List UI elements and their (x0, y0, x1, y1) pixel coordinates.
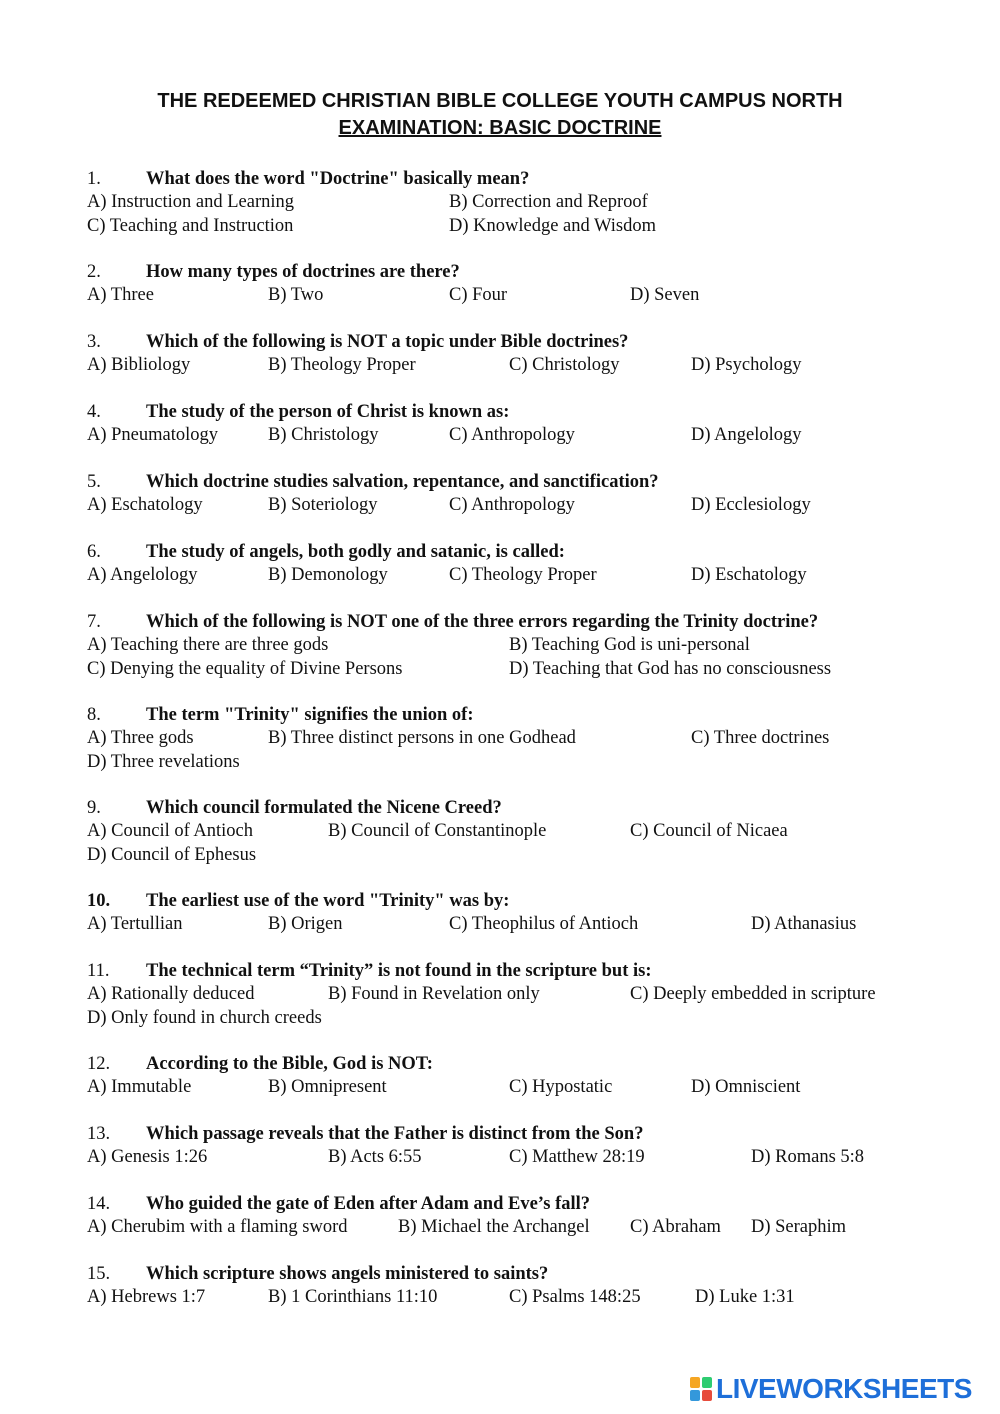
option-c[interactable]: C) Anthropology (449, 495, 575, 516)
option-a[interactable]: A) Bibliology (87, 355, 191, 376)
question-14 (87, 1193, 947, 1240)
option-b[interactable]: B) Three distinct persons in one Godhead (268, 728, 576, 749)
question-number: 5. (87, 472, 101, 492)
question-number: 12. (87, 1054, 111, 1074)
option-d[interactable]: D) Romans 5:8 (751, 1147, 865, 1168)
question-4 (87, 401, 947, 448)
option-d[interactable]: D) Ecclesiology (691, 495, 811, 516)
option-b[interactable]: B) Christology (268, 425, 379, 446)
option-a[interactable]: A) Genesis 1:26 (87, 1147, 208, 1168)
question-text: Which doctrine studies salvation, repentance, and sanctification? (146, 472, 659, 492)
question-text: The earliest use of the word "Trinity" was by: (146, 891, 510, 911)
option-b[interactable]: B) Theology Proper (268, 355, 416, 376)
question-text: Which of the following is NOT one of the three errors regarding the Trinity doctrine? (146, 612, 819, 632)
option-d[interactable]: D) Psychology (691, 355, 802, 376)
question-2 (87, 261, 947, 308)
option-c[interactable]: C) Four (449, 285, 508, 306)
option-c[interactable]: C) Christology (509, 355, 620, 376)
exam-title: EXAMINATION: BASIC DOCTRINE (338, 117, 662, 139)
option-b[interactable]: B) Origen (268, 914, 343, 935)
page-header (0, 88, 1000, 142)
option-a[interactable]: A) Angelology (87, 565, 198, 586)
option-d[interactable]: D) Teaching that God has no consciousness (509, 658, 832, 679)
option-d[interactable]: D) Seraphim (751, 1217, 847, 1238)
option-c[interactable]: C) Hypostatic (509, 1077, 613, 1098)
question-3 (87, 331, 947, 378)
option-d[interactable]: D) Athanasius (751, 914, 857, 935)
option-c[interactable]: C) Denying the equality of Divine Persons (87, 658, 403, 679)
question-10 (87, 890, 947, 937)
question-number: 2. (87, 262, 101, 282)
question-number: 15. (87, 1264, 111, 1284)
option-d[interactable]: D) Angelology (691, 425, 802, 446)
question-6 (87, 541, 947, 588)
liveworksheets-logo (690, 1374, 972, 1404)
option-d[interactable]: D) Three revelations (87, 751, 240, 772)
question-number: 11. (87, 961, 110, 981)
option-a[interactable]: A) Tertullian (87, 914, 183, 935)
question-text: How many types of doctrines are there? (146, 262, 460, 282)
option-a[interactable]: A) Eschatology (87, 495, 203, 516)
question-text: The technical term “Trinity” is not found in the scripture but is: (146, 961, 652, 981)
question-number: 6. (87, 542, 101, 562)
option-b[interactable]: B) Michael the Archangel (398, 1217, 590, 1238)
question-number: 8. (87, 705, 101, 725)
option-c[interactable]: C) Abraham (630, 1217, 721, 1238)
option-c[interactable]: C) Three doctrines (691, 728, 830, 749)
logo-square-4 (702, 1390, 712, 1401)
question-15 (87, 1263, 947, 1310)
option-d[interactable]: D) Knowledge and Wisdom (449, 215, 657, 236)
question-text: Which council formulated the Nicene Creed? (146, 798, 502, 818)
option-a[interactable]: A) Cherubim with a flaming sword (87, 1217, 348, 1238)
option-b[interactable]: B) Teaching God is uni-personal (509, 635, 750, 656)
option-d[interactable]: D) Eschatology (691, 565, 807, 586)
question-text: The term "Trinity" signifies the union of: (146, 705, 474, 725)
option-a[interactable]: A) Council of Antioch (87, 821, 253, 842)
option-a[interactable]: A) Three gods (87, 728, 194, 749)
logo-square-1 (690, 1377, 700, 1388)
question-number: 1. (87, 169, 101, 189)
option-c[interactable]: C) Theophilus of Antioch (449, 914, 639, 935)
question-number: 9. (87, 798, 101, 818)
question-number: 10. (87, 891, 111, 911)
question-8 (87, 704, 947, 774)
option-c[interactable]: C) Teaching and Instruction (87, 215, 294, 236)
option-d[interactable]: D) Only found in church creeds (87, 1007, 322, 1028)
option-a[interactable]: A) Three (87, 285, 154, 306)
question-1 (87, 168, 947, 238)
option-a[interactable]: A) Rationally deduced (87, 984, 255, 1005)
option-d[interactable]: D) Omniscient (691, 1077, 801, 1098)
option-d[interactable]: D) Seven (630, 285, 700, 306)
logo-square-2 (702, 1377, 712, 1388)
question-text: Which of the following is NOT a topic under Bible doctrines? (146, 332, 629, 352)
option-b[interactable]: B) Acts 6:55 (328, 1147, 422, 1168)
option-b[interactable]: B) 1 Corinthians 11:10 (268, 1287, 438, 1308)
option-d[interactable]: D) Council of Ephesus (87, 844, 257, 865)
option-b[interactable]: B) Correction and Reproof (449, 192, 648, 213)
question-number: 7. (87, 612, 101, 632)
question-text: What does the word "Doctrine" basically mean? (146, 169, 530, 189)
option-c[interactable]: C) Matthew 28:19 (509, 1147, 645, 1168)
question-13 (87, 1123, 947, 1170)
question-11 (87, 960, 947, 1030)
option-a[interactable]: A) Instruction and Learning (87, 192, 295, 213)
question-12 (87, 1053, 947, 1100)
option-a[interactable]: A) Pneumatology (87, 425, 219, 446)
option-c[interactable]: C) Psalms 148:25 (509, 1287, 641, 1308)
question-number: 14. (87, 1194, 111, 1214)
option-b[interactable]: B) Soteriology (268, 495, 378, 516)
question-number: 13. (87, 1124, 111, 1144)
question-5 (87, 471, 947, 518)
question-9 (87, 797, 947, 867)
option-b[interactable]: B) Council of Constantinople (328, 821, 547, 842)
option-a[interactable]: A) Immutable (87, 1077, 192, 1098)
question-text: According to the Bible, God is NOT: (146, 1054, 433, 1074)
option-c[interactable]: C) Theology Proper (449, 565, 597, 586)
option-a[interactable]: A) Hebrews 1:7 (87, 1287, 206, 1308)
option-d[interactable]: D) Luke 1:31 (695, 1287, 795, 1308)
question-7 (87, 611, 947, 681)
question-number: 3. (87, 332, 101, 352)
question-text: Which scripture shows angels ministered to saints? (146, 1264, 549, 1284)
brand-name: LIVEWORKSHEETS (716, 1373, 972, 1404)
option-c[interactable]: C) Anthropology (449, 425, 575, 446)
option-b[interactable]: B) Omnipresent (268, 1077, 387, 1098)
liveworksheets-logo-icon (690, 1377, 712, 1401)
option-b[interactable]: B) Two (268, 285, 324, 306)
option-b[interactable]: B) Demonology (268, 565, 388, 586)
option-a[interactable]: A) Teaching there are three gods (87, 635, 329, 656)
option-b[interactable]: B) Found in Revelation only (328, 984, 540, 1005)
question-number: 4. (87, 402, 101, 422)
logo-square-3 (690, 1390, 700, 1401)
question-text: Which passage reveals that the Father is distinct from the Son? (146, 1124, 644, 1144)
option-c[interactable]: C) Council of Nicaea (630, 821, 788, 842)
question-text: The study of angels, both godly and satanic, is called: (146, 542, 565, 562)
question-text: Who guided the gate of Eden after Adam and Eve’s fall? (146, 1194, 591, 1214)
college-title: THE REDEEMED CHRISTIAN BIBLE COLLEGE YOUTH CAMPUS NORTH (157, 90, 843, 112)
question-text: The study of the person of Christ is known as: (146, 402, 510, 422)
option-c[interactable]: C) Deeply embedded in scripture (630, 984, 876, 1005)
